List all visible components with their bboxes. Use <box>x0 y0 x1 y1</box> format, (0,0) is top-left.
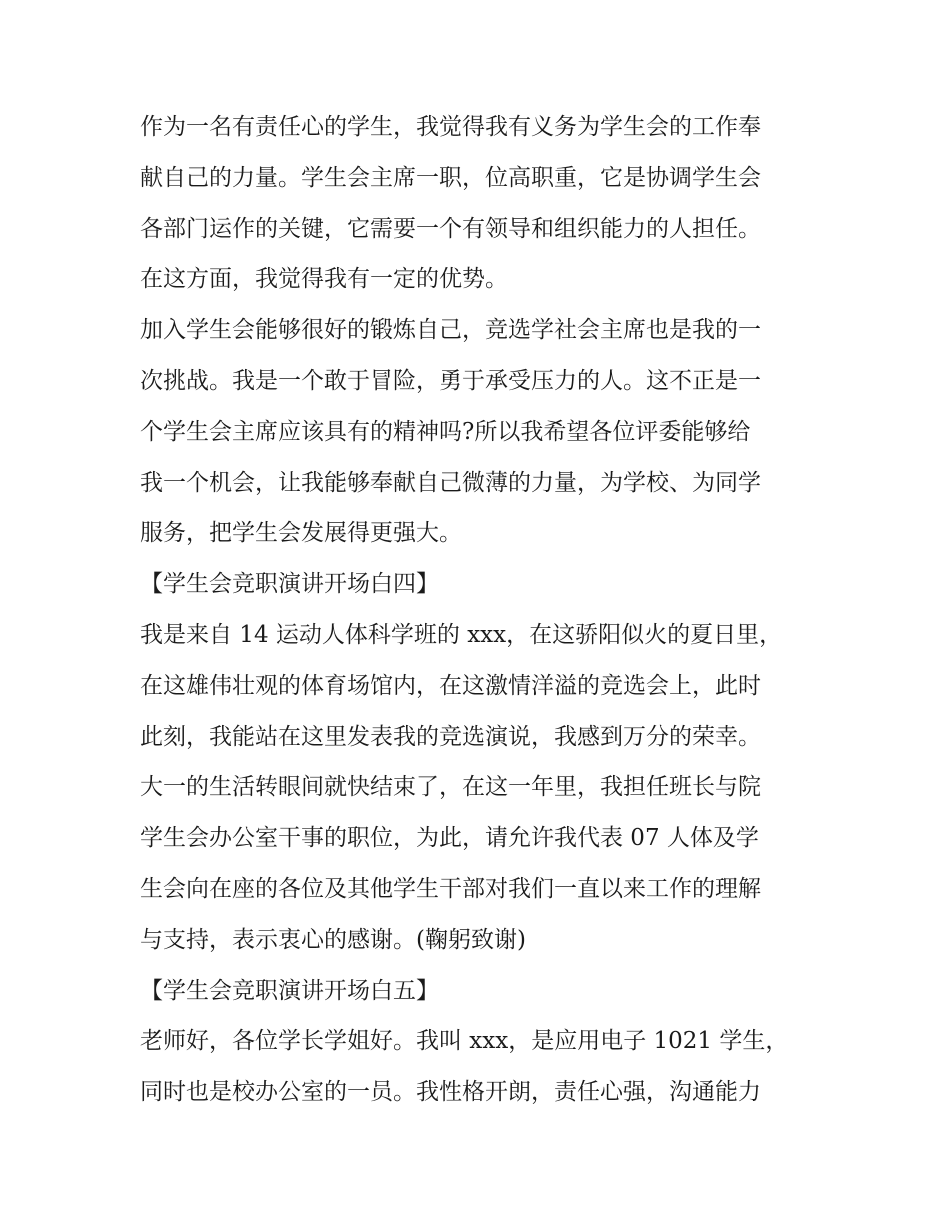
text-line: 生会向在座的各位及其他学生干部对我们一直以来工作的理解 <box>140 875 761 902</box>
text-line: 加入学生会能够很好的锻炼自己，竞选学社会主席也是我的一 <box>140 317 761 344</box>
section-heading: 【学生会竞职演讲开场白五】 <box>140 977 439 1004</box>
text-line: 作为一名有责任心的学生，我觉得我有义务为学生会的工作奉 <box>140 114 761 140</box>
text-line: 与支持，表示衷心的感谢。(鞠躬致谢) <box>140 926 526 953</box>
text-line: 我是来自 14 运动人体科学班的 xxx，在这骄阳似火的夏日里， <box>140 621 783 648</box>
text-line: 个学生会主席应该具有的精神吗?所以我希望各位评委能够给 <box>140 418 751 445</box>
text-line: 此刻，我能站在这里发表我的竞选演说，我感到万分的荣幸。 <box>140 723 761 750</box>
text-line: 在这方面，我觉得我有一定的优势。 <box>140 266 508 293</box>
text-line: 各部门运作的关键，它需要一个有领导和组织能力的人担任。 <box>140 215 761 242</box>
text-line: 老师好，各位学长学姐好。我叫 xxx，是应用电子 1021 学生， <box>140 1028 789 1055</box>
text-line: 献自己的力量。学生会主席一职，位高职重，它是协调学生会 <box>140 164 761 191</box>
text-line: 次挑战。我是一个敢于冒险，勇于承受压力的人。这不正是一 <box>140 367 761 394</box>
body-text <box>140 102 820 1118</box>
section-heading: 【学生会竞职演讲开场白四】 <box>140 571 439 598</box>
text-line: 我一个机会，让我能够奉献自己微薄的力量，为学校、为同学 <box>140 469 761 496</box>
text-line: 大一的生活转眼间就快结束了，在这一年里，我担任班长与院 <box>140 774 761 801</box>
text-line: 学生会办公室干事的职位，为此，请允许我代表 07 人体及学 <box>140 825 759 852</box>
text-line: 在这雄伟壮观的体育场馆内，在这激情洋溢的竞选会上，此时 <box>140 672 761 699</box>
text-line: 服务，把学生会发展得更强大。 <box>140 520 462 547</box>
text-line: 同时也是校办公室的一员。我性格开朗，责任心强，沟通能力 <box>140 1079 761 1106</box>
